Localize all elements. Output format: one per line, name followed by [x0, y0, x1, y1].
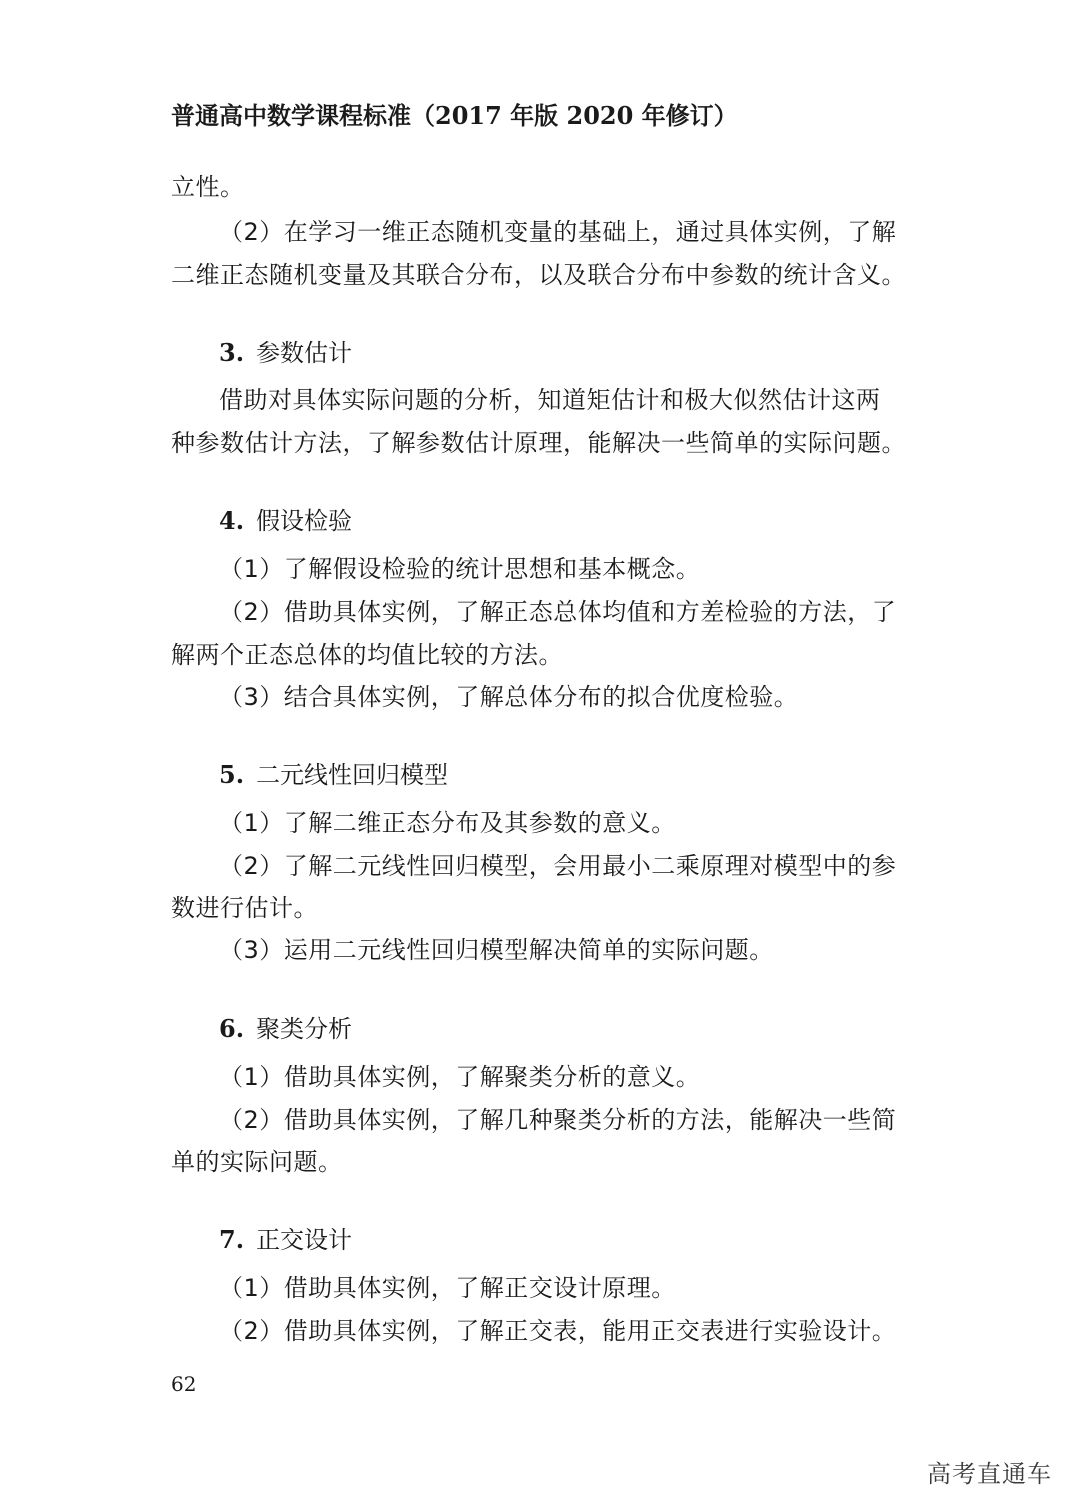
section-heading-3	[219, 337, 352, 369]
section-heading-7	[219, 1224, 352, 1256]
section-number: 4.	[219, 506, 245, 535]
watermark-text: 高考直通车	[927, 1460, 1052, 1488]
page-number: 62	[171, 1372, 197, 1396]
paragraph-line: （3）运用二元线性回归模型解决简单的实际问题。	[219, 936, 774, 964]
section-title: 正交设计	[256, 1226, 353, 1254]
section-heading-4	[219, 505, 352, 537]
section-number: 5.	[219, 760, 245, 789]
paragraph-line: 数进行估计。	[171, 894, 318, 922]
paragraph-line: （2）借助具体实例，了解正态总体均值和方差检验的方法，了	[219, 598, 897, 626]
paragraph-line: （3）结合具体实例，了解总体分布的拟合优度检验。	[219, 683, 799, 711]
paragraph-line: 二维正态随机变量及其联合分布，以及联合分布中参数的统计含义。	[171, 261, 906, 289]
section-number: 6.	[219, 1014, 245, 1043]
section-title: 聚类分析	[256, 1015, 353, 1043]
section-title: 假设检验	[256, 507, 353, 535]
paragraph-line: （2）在学习一维正态随机变量的基础上，通过具体实例，了解	[219, 218, 897, 246]
section-title: 参数估计	[256, 339, 353, 367]
paragraph-line: （1）了解二维正态分布及其参数的意义。	[219, 809, 676, 837]
paragraph-line: 解两个正态总体的均值比较的方法。	[171, 641, 563, 669]
paragraph-line: 借助对具体实际问题的分析，知道矩估计和极大似然估计这两	[219, 386, 881, 414]
paragraph-line: 立性。	[171, 173, 245, 201]
paragraph-line: （1）借助具体实例，了解聚类分析的意义。	[219, 1063, 701, 1091]
paragraph-line: （2）借助具体实例，了解正交表，能用正交表进行实验设计。	[219, 1317, 897, 1345]
paragraph-line: （2）了解二元线性回归模型，会用最小二乘原理对模型中的参	[219, 852, 897, 880]
section-number: 3.	[219, 338, 245, 367]
paragraph-line: （2）借助具体实例，了解几种聚类分析的方法，能解决一些简	[219, 1106, 897, 1134]
paragraph-line: （1）借助具体实例，了解正交设计原理。	[219, 1274, 676, 1302]
section-number: 7.	[219, 1225, 245, 1254]
section-title: 二元线性回归模型	[256, 761, 449, 789]
section-heading-5	[219, 759, 448, 791]
paragraph-line: 单的实际问题。	[171, 1148, 343, 1176]
running-header: 普通高中数学课程标准（2017 年版 2020 年修订）	[171, 101, 738, 130]
paragraph-line: （1）了解假设检验的统计思想和基本概念。	[219, 555, 701, 583]
section-heading-6	[219, 1013, 352, 1045]
paragraph-line: 种参数估计方法，了解参数估计原理，能解决一些简单的实际问题。	[171, 429, 906, 457]
